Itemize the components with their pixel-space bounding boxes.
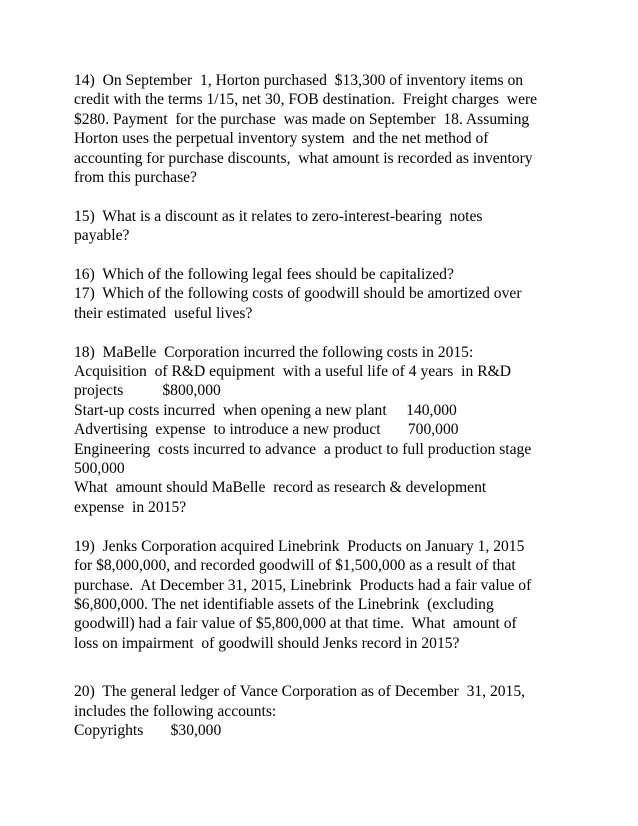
q16-line-1: 16) Which of the following legal fees should be capitalized? — [74, 266, 454, 284]
q19-line-3: purchase. At December 31, 2015, Linebrink Products had a fair value of — [74, 576, 532, 594]
q18-line-4: Start-up costs incurred when opening a new plant 140,000 — [74, 401, 457, 419]
q20-line-3: Copyrights $30,000 — [74, 721, 222, 739]
q18-line-5: Advertising expense to introduce a new product 700,000 — [74, 421, 459, 439]
q19-line-6: loss on impairment of goodwill should Jenks record in 2015? — [74, 634, 460, 652]
q18-line-9: expense in 2015? — [74, 498, 187, 516]
q14-line-2: credit with the terms 1/15, net 30, FOB destination. Freight charges were — [74, 91, 538, 109]
q18-line-6: Engineering costs incurred to advance a product to full production stage — [74, 440, 532, 458]
q18-line-8: What amount should MaBelle record as research & development — [74, 479, 487, 497]
q20-line-2: includes the following accounts: — [74, 702, 277, 720]
q15-line-1: 15) What is a discount as it relates to zero-interest-bearing notes — [74, 207, 483, 225]
q20-line-1: 20) The general ledger of Vance Corporation as of December 31, 2015, — [74, 683, 526, 701]
q18-line-3: projects $800,000 — [74, 382, 221, 400]
q15-line-2: payable? — [74, 227, 130, 245]
q19-line-1: 19) Jenks Corporation acquired Linebrink Products on January 1, 2015 — [74, 537, 525, 555]
spacer — [74, 187, 574, 206]
question-19 — [74, 537, 574, 653]
q19-line-2: for $8,000,000, and recorded goodwill of $1,500,000 as a result of that — [74, 557, 516, 575]
question-15 — [74, 207, 574, 246]
spacer — [74, 517, 574, 536]
q17-line-1: 17) Which of the following costs of goodwill should be amortized over — [74, 285, 522, 303]
q14-line-5: accounting for purchase discounts, what amount is recorded as inventory — [74, 149, 533, 167]
q14-line-4: Horton uses the perpetual inventory system and the net method of — [74, 130, 489, 148]
q18-line-1: 18) MaBelle Corporation incurred the following costs in 2015: — [74, 343, 474, 361]
question-16-17 — [74, 265, 574, 323]
spacer — [74, 323, 574, 342]
q18-line-2: Acquisition of R&D equipment with a useful life of 4 years in R&D — [74, 363, 511, 381]
q19-line-4: $6,800,000. The net identifiable assets of the Linebrink (excluding — [74, 595, 494, 613]
question-20 — [74, 682, 574, 740]
q14-line-6: from this purchase? — [74, 169, 197, 187]
q19-line-5: goodwill) had a fair value of $5,800,000 at that time. What amount of — [74, 615, 517, 633]
question-14 — [74, 71, 574, 187]
question-18 — [74, 343, 574, 518]
q17-line-2: their estimated useful lives? — [74, 304, 253, 322]
document-page — [74, 71, 574, 740]
spacer — [74, 246, 574, 265]
spacer — [74, 653, 574, 682]
q14-line-1: 14) On September 1, Horton purchased $13,300 of inventory items on — [74, 72, 524, 89]
q14-line-3: $280. Payment for the purchase was made on September 18. Assuming — [74, 110, 530, 128]
q18-line-7: 500,000 — [74, 460, 125, 478]
